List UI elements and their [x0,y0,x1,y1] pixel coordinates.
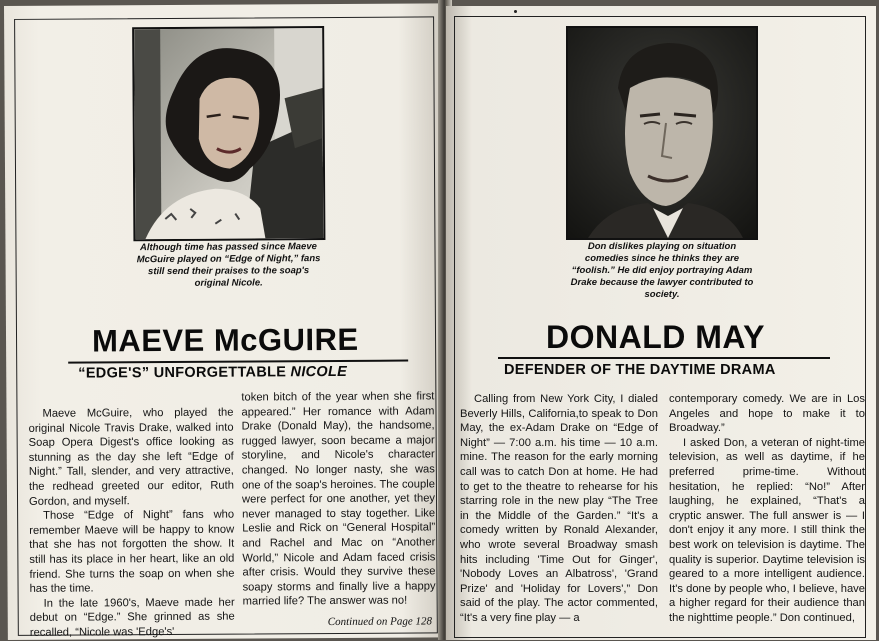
maeve-mcguire-photo [132,26,325,241]
donald-article-column-1 [460,392,658,626]
maeve-article-column-1 [28,406,234,641]
maeve-paragraph-3: In the late 1960's, Maeve made her debut on “Edge.” She grinned as she recalled, “Nicole was 'Edge's' [29,596,235,639]
maeve-article-column-2 [241,389,435,609]
maeve-paragraph-2: Those “Edge of Night” fans who remember Maeve will be happy to know that she has not forgotten the show. It still has its place in her heart, like an old friend. She turns the soap on when she has the time. [29,508,235,595]
donald-paragraph-3: I asked Don, a veteran of night-time television, as well as daytime, if he preferred prime-time. Without hesitation, he replied: “No!” After laughing, he explained, “That's a cryptic answer. The full answer is — I don't enjoy it any more. I still think the best work on television is daytime. The quality is superior. Daytime television is geared to a more intelligent audience. It's done by people who, I believe, have a higher regard for their audience than the nighttime people.” Don continued, [669,436,865,624]
right-page [446,6,876,640]
left-page [4,3,446,640]
maeve-subtitle: “EDGE'S” UNFORGETTABLE NICOLE [78,363,348,382]
donald-paragraph-1: Calling from New York City, I dialed Beverly Hills, California,to speak to Don May, the ex-Adam Drake on “Edge of Night” — 7:00 a.m. his time — 10 a.m. mine. The reason for the early morning call was to catch Don at home. He had to get to the theatre to rehearse for his starring role in the new play “The Tree in the Middle of the Garden.” “It's a comedy written by Ronald Alexander, who wrote several Broadway smash hits including 'Time Out for Ginger', 'Nobody Loves an Albatross', 'Grand Prize' and 'Holiday for Lovers',” Don said of the play. The actor commented, “It's a very fine play — a [460,393,658,624]
maeve-paragraph-4: token bitch of the year when she first appeared.” Her romance with Adam Drake (Donald May), the handsome, rugged lawyer, soon became a major storyline, and Nicole's character changed. No longer nasty, she was one of the soap's heroines. The couple were perfect for one another, yet they never managed to stay together. Like Leslie and Rick on “General Hospital” and Rachel and Mac on “Another World,” Nicole and Adam faced crisis after crisis. Would they survive these soapy storms and finally live a happy married life? The answer was no! [241,390,436,608]
page-mark [514,10,517,13]
donald-may-photo [566,26,758,240]
maeve-name-heading: MAEVE McGUIRE [91,321,359,359]
right-heading-rule [498,357,830,359]
maeve-paragraph-1: Maeve McGuire, who played the original Nicole Travis Drake, walked into Soap Opera Digest's office looking as stunning as the day she left “Edge of Night.” Tall, slender, and very attractive, the redhead greeted our editor, Ruth Gordon, and myself. [28,406,234,508]
donald-subtitle: DEFENDER OF THE DAYTIME DRAMA [504,362,776,378]
donald-name-heading: DONALD MAY [546,319,765,355]
donald-article-column-2 [669,392,865,626]
donald-paragraph-2: contemporary comedy. We are in Los Angeles and hope to make it to Broadway.” [669,393,865,435]
maeve-photo-caption: Although time has passed since Maeve McGuire played on “Edge of Night,” fans still send their praises to the soap's original Nicole. [136,241,321,289]
donald-photo-caption: Don dislikes playing on situation comedies since he thinks they are “foolish.” He did enjoy portraying Adam Drake because the lawyer contributed to society. [570,241,754,300]
continued-on-page[interactable]: Continued on Page 128 [327,615,432,629]
